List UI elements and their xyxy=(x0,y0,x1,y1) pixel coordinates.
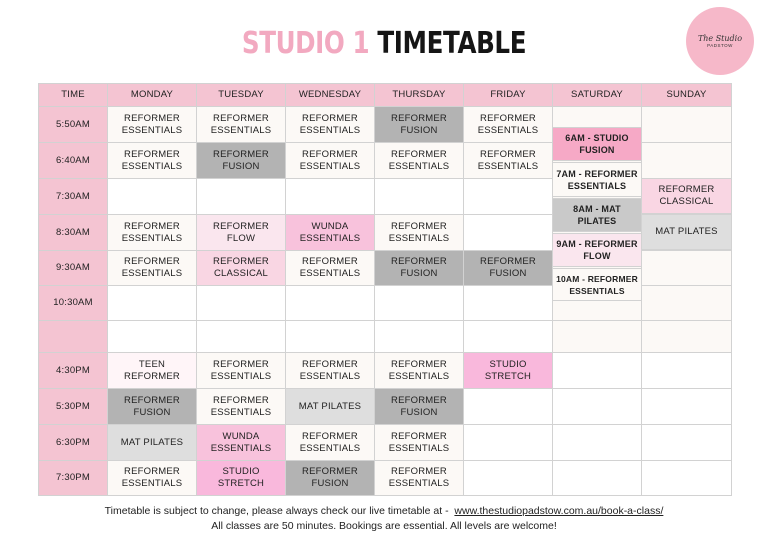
saturday-class[interactable]: 6AM - STUDIO FUSION xyxy=(552,127,642,161)
empty-slot xyxy=(107,178,197,215)
column-header-saturday: SATURDAY xyxy=(552,83,642,107)
empty-slot xyxy=(285,285,375,321)
saturday-class[interactable]: 9AM - REFORMER FLOW xyxy=(552,233,642,267)
class-slot[interactable]: REFORMER ESSENTIALS xyxy=(196,352,286,389)
saturday-class[interactable]: 7AM - REFORMER ESSENTIALS xyxy=(552,162,642,197)
sunday-class[interactable]: REFORMER CLASSICAL xyxy=(641,178,732,214)
empty-slot xyxy=(552,424,642,461)
sunday-class[interactable]: MAT PILATES xyxy=(641,214,732,250)
empty-slot xyxy=(552,320,642,353)
class-slot[interactable]: REFORMER ESSENTIALS xyxy=(285,352,375,389)
time-cell: 4:30PM xyxy=(38,352,108,389)
title-part-1: STUDIO 1 xyxy=(241,26,370,61)
footer-text: Timetable is subject to change, please always check our live timetable at - xyxy=(104,505,449,517)
time-cell: 10:30AM xyxy=(38,285,108,321)
empty-slot xyxy=(107,320,197,353)
time-cell: 6:40AM xyxy=(38,142,108,179)
empty-slot xyxy=(463,320,553,353)
class-slot[interactable]: REFORMER ESSENTIALS xyxy=(196,106,286,143)
class-slot[interactable]: STUDIO STRETCH xyxy=(196,460,286,496)
time-cell: 8:30AM xyxy=(38,214,108,251)
saturday-class[interactable]: 10AM - REFORMER ESSENTIALS xyxy=(552,268,642,301)
empty-slot xyxy=(374,178,464,215)
empty-slot xyxy=(107,285,197,321)
time-cell: 5:50AM xyxy=(38,106,108,143)
column-header-monday: MONDAY xyxy=(107,83,197,107)
empty-slot xyxy=(285,178,375,215)
class-slot[interactable]: REFORMER ESSENTIALS xyxy=(196,388,286,425)
empty-slot xyxy=(463,285,553,321)
title-part-2: TIMETABLE xyxy=(377,26,527,61)
empty-slot xyxy=(552,352,642,389)
empty-slot xyxy=(641,106,732,143)
empty-slot xyxy=(196,285,286,321)
class-slot[interactable]: TEEN REFORMER xyxy=(107,352,197,389)
empty-slot xyxy=(463,388,553,425)
empty-slot xyxy=(552,460,642,496)
empty-slot xyxy=(374,320,464,353)
class-slot[interactable]: REFORMER ESSENTIALS xyxy=(374,424,464,461)
class-slot[interactable]: WUNDA ESSENTIALS xyxy=(285,214,375,251)
empty-slot xyxy=(285,320,375,353)
class-slot[interactable]: WUNDA ESSENTIALS xyxy=(196,424,286,461)
class-slot[interactable]: REFORMER FUSION xyxy=(374,106,464,143)
class-slot[interactable]: REFORMER ESSENTIALS xyxy=(374,352,464,389)
time-cell xyxy=(38,320,108,353)
empty-slot xyxy=(641,460,732,496)
class-slot[interactable]: REFORMER ESSENTIALS xyxy=(374,142,464,179)
time-cell: 7:30AM xyxy=(38,178,108,215)
empty-slot xyxy=(374,285,464,321)
column-header-sunday: SUNDAY xyxy=(641,83,732,107)
column-header-wednesday: WEDNESDAY xyxy=(285,83,375,107)
booking-link[interactable]: www.thestudiopadstow.com.au/book-a-class/ xyxy=(454,505,664,517)
class-slot[interactable]: REFORMER FUSION xyxy=(463,250,553,286)
empty-slot xyxy=(463,214,553,251)
empty-slot xyxy=(641,285,732,321)
empty-slot xyxy=(463,178,553,215)
empty-slot xyxy=(552,388,642,425)
empty-slot xyxy=(196,178,286,215)
class-slot[interactable]: REFORMER CLASSICAL xyxy=(196,250,286,286)
class-slot[interactable]: REFORMER ESSENTIALS xyxy=(285,106,375,143)
footer-note xyxy=(0,505,768,517)
column-header-tuesday: TUESDAY xyxy=(196,83,286,107)
class-slot[interactable]: REFORMER ESSENTIALS xyxy=(374,214,464,251)
time-cell: 5:30PM xyxy=(38,388,108,425)
class-slot[interactable]: REFORMER ESSENTIALS xyxy=(107,106,197,143)
class-slot[interactable]: REFORMER FUSION xyxy=(285,460,375,496)
column-header-friday: FRIDAY xyxy=(463,83,553,107)
logo-text: The Studio xyxy=(697,33,743,43)
class-slot[interactable]: MAT PILATES xyxy=(107,424,197,461)
time-cell: 6:30PM xyxy=(38,424,108,461)
time-cell: 9:30AM xyxy=(38,250,108,286)
page-title xyxy=(69,26,699,61)
logo-subtext: PADSTOW xyxy=(707,42,733,48)
time-cell: 7:30PM xyxy=(38,460,108,496)
class-slot[interactable]: REFORMER ESSENTIALS xyxy=(285,142,375,179)
class-slot[interactable]: STUDIO STRETCH xyxy=(463,352,553,389)
class-slot[interactable]: REFORMER FLOW xyxy=(196,214,286,251)
empty-slot xyxy=(641,388,732,425)
class-slot[interactable]: REFORMER FUSION xyxy=(374,388,464,425)
class-slot[interactable]: REFORMER ESSENTIALS xyxy=(463,142,553,179)
saturday-class[interactable]: 8AM - MAT PILATES xyxy=(552,198,642,232)
class-slot[interactable]: REFORMER ESSENTIALS xyxy=(374,460,464,496)
empty-slot xyxy=(641,352,732,389)
footer-note-2: All classes are 50 minutes. Bookings are essential. All levels are welcome! xyxy=(211,520,557,532)
class-slot[interactable]: REFORMER FUSION xyxy=(374,250,464,286)
studio-logo xyxy=(686,7,754,75)
class-slot[interactable]: REFORMER ESSENTIALS xyxy=(107,214,197,251)
class-slot[interactable]: REFORMER FUSION xyxy=(107,388,197,425)
empty-slot xyxy=(641,142,732,179)
empty-slot xyxy=(463,424,553,461)
class-slot[interactable]: REFORMER ESSENTIALS xyxy=(285,424,375,461)
class-slot[interactable]: REFORMER ESSENTIALS xyxy=(107,142,197,179)
class-slot[interactable]: REFORMER ESSENTIALS xyxy=(107,250,197,286)
column-header-thursday: THURSDAY xyxy=(374,83,464,107)
empty-slot xyxy=(196,320,286,353)
class-slot[interactable]: REFORMER ESSENTIALS xyxy=(107,460,197,496)
class-slot[interactable]: REFORMER FUSION xyxy=(196,142,286,179)
class-slot[interactable]: MAT PILATES xyxy=(285,388,375,425)
column-header-time: TIME xyxy=(38,83,108,107)
empty-slot xyxy=(463,460,553,496)
empty-slot xyxy=(641,424,732,461)
empty-slot xyxy=(641,250,732,286)
empty-slot xyxy=(641,320,732,353)
class-slot[interactable]: REFORMER ESSENTIALS xyxy=(463,106,553,143)
class-slot[interactable]: REFORMER ESSENTIALS xyxy=(285,250,375,286)
